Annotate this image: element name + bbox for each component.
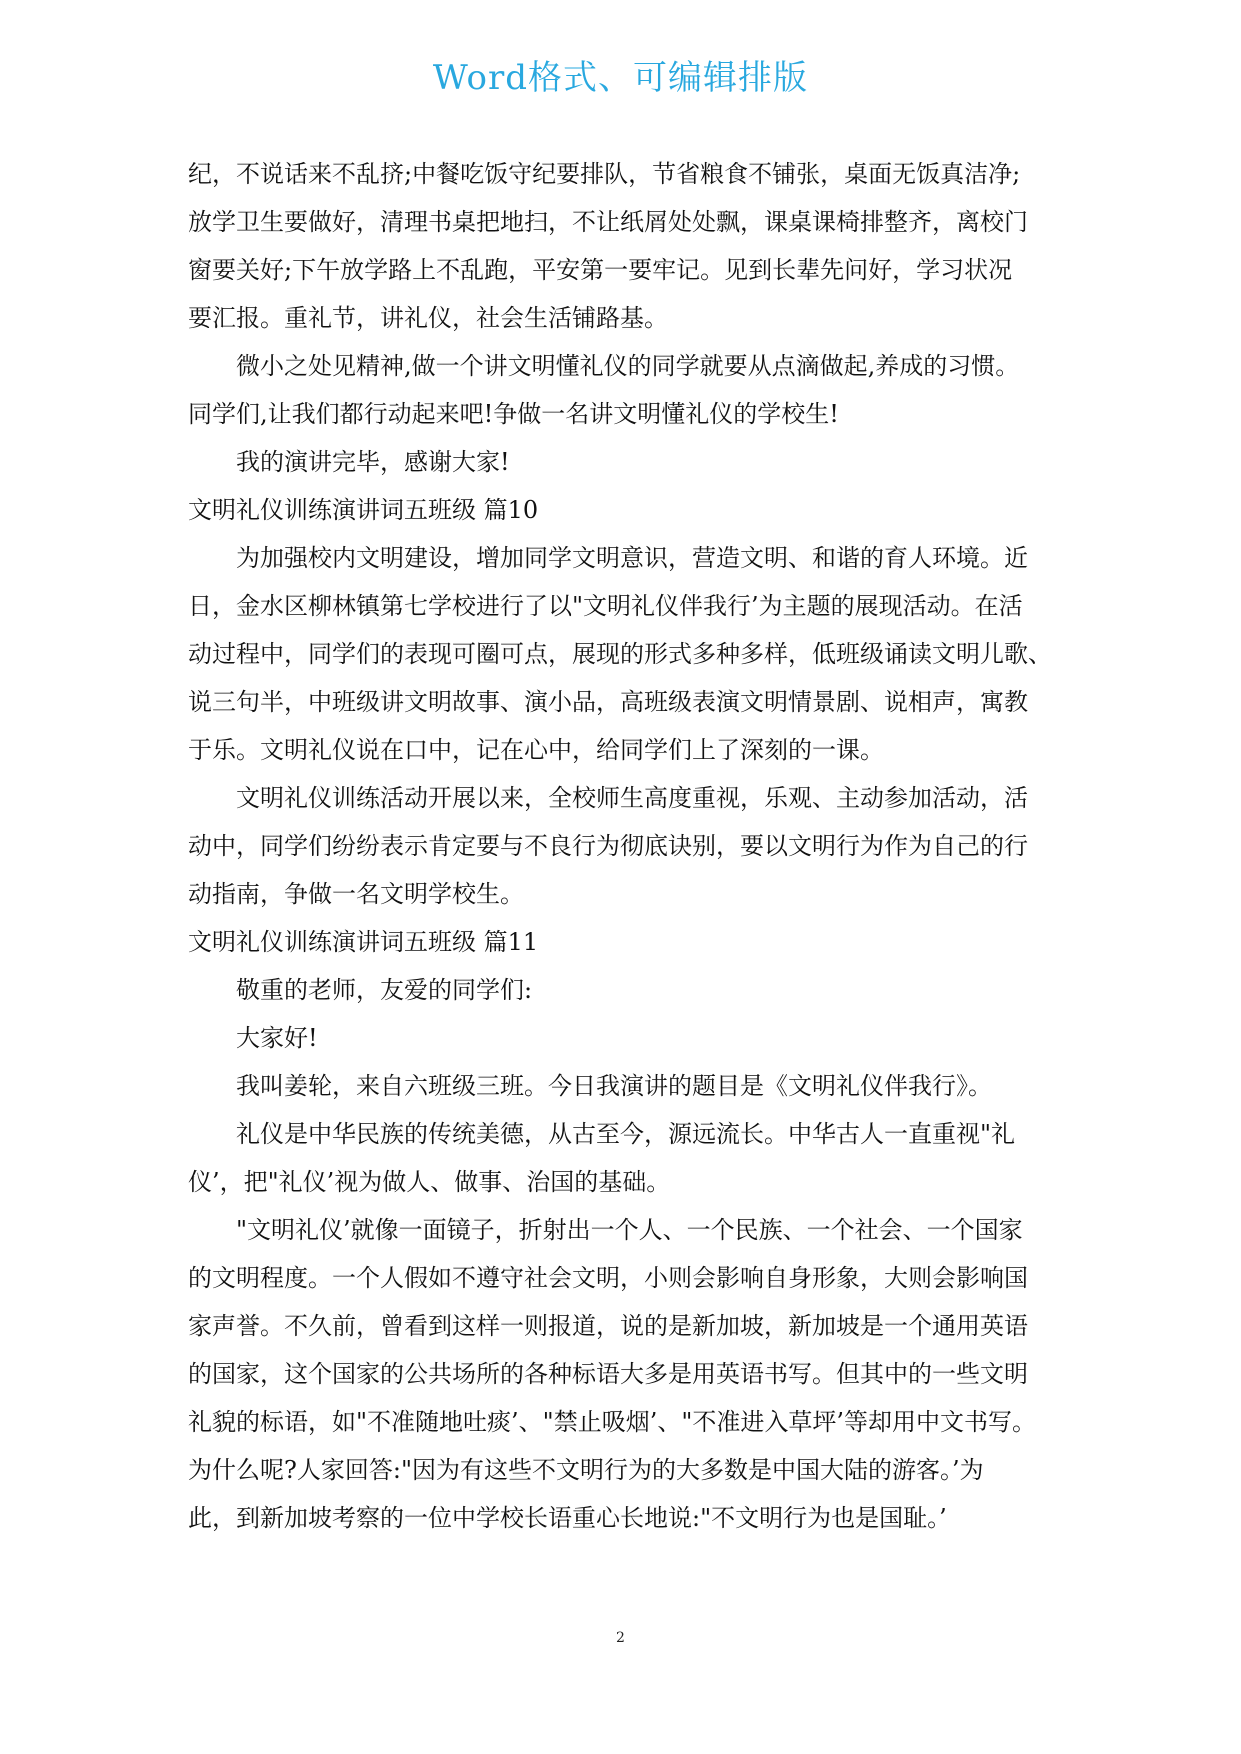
paragraph-line: 窗要关好;下午放学路上不乱跑，平安第一要牢记。见到长辈先问好，学习状况 (188, 256, 1013, 284)
paragraph-line: 礼仪是中华民族的传统美德，从古至今，源远流长。中华古人一直重视"礼 (236, 1120, 1016, 1148)
paragraph-line: 同学们,让我们都行动起来吧!争做一名讲文明懂礼仪的学校生! (188, 400, 839, 428)
paragraph-line: 我的演讲完毕，感谢大家! (236, 448, 510, 476)
document-body (188, 154, 1068, 1546)
paragraph-line: 动中，同学们纷纷表示肯定要与不良行为彻底诀别，要以文明行为作为自己的行 (188, 832, 1028, 860)
paragraph-line: 说三句半，中班级讲文明故事、演小品，高班级表演文明情景剧、说相声，寓教 (188, 688, 1028, 716)
paragraph-line: 纪，不说话来不乱挤;中餐吃饭守纪要排队，节省粮食不铺张，桌面无饭真洁净; (188, 160, 1021, 188)
paragraph-line: 日，金水区柳林镇第七学校进行了以"文明礼仪伴我行’为主题的展现活动。在活 (188, 592, 1023, 620)
paragraph-line: "文明礼仪’就像一面镜子，折射出一个人、一个民族、一个社会、一个国家 (236, 1216, 1023, 1244)
paragraph-line: 家声誉。不久前，曾看到这样一则报道，说的是新加坡，新加坡是一个通用英语 (188, 1312, 1028, 1340)
paragraph-line: 大家好! (236, 1024, 318, 1052)
paragraph-line: 的文明程度。一个人假如不遵守社会文明，小则会影响自身形象，大则会影响国 (188, 1264, 1028, 1292)
paragraph-line: 此，到新加坡考察的一位中学校长语重心长地说:"不文明行为也是国耻。’ (188, 1504, 947, 1532)
page-number: 2 (616, 1630, 625, 1646)
paragraph-line: 仪’，把"礼仪’视为做人、做事、治国的基础。 (188, 1168, 671, 1196)
document-header-title: Word格式、可编辑排版 (432, 58, 809, 98)
paragraph-line: 敬重的老师，友爱的同学们: (236, 976, 533, 1004)
paragraph-line: 为什么呢?人家回答:"因为有这些不文明行为的大多数是中国大陆的游客。’为 (188, 1456, 984, 1484)
section-heading: 文明礼仪训练演讲词五班级 篇10 (188, 496, 539, 524)
paragraph-line: 动过程中，同学们的表现可圈可点，展现的形式多种多样，低班级诵读文明儿歌、 (188, 640, 1052, 668)
paragraph-line: 要汇报。重礼节，讲礼仪，社会生活铺路基。 (188, 304, 668, 332)
paragraph-line: 微小之处见精神,做一个讲文明懂礼仪的同学就要从点滴做起,养成的习惯。 (236, 352, 1020, 380)
paragraph-line: 的国家，这个国家的公共场所的各种标语大多是用英语书写。但其中的一些文明 (188, 1360, 1028, 1388)
paragraph-line: 文明礼仪训练活动开展以来，全校师生高度重视，乐观、主动参加活动，活 (236, 784, 1028, 812)
paragraph-line: 动指南，争做一名文明学校生。 (188, 880, 524, 908)
paragraph-line: 为加强校内文明建设，增加同学文明意识，营造文明、和谐的育人环境。近 (236, 544, 1028, 572)
paragraph-line: 于乐。文明礼仪说在口中，记在心中，给同学们上了深刻的一课。 (188, 736, 884, 764)
paragraph-line: 我叫姜轮，来自六班级三班。今日我演讲的题目是《文明礼仪伴我行》。 (236, 1072, 992, 1100)
paragraph-line: 礼貌的标语，如"不准随地吐痰’、"禁止吸烟’、"不准进入草坪’等却用中文书写。 (188, 1408, 1037, 1436)
section-heading: 文明礼仪训练演讲词五班级 篇11 (188, 928, 539, 956)
paragraph-line: 放学卫生要做好，清理书桌把地扫，不让纸屑处处飘，课桌课椅排整齐，离校门 (188, 208, 1028, 236)
